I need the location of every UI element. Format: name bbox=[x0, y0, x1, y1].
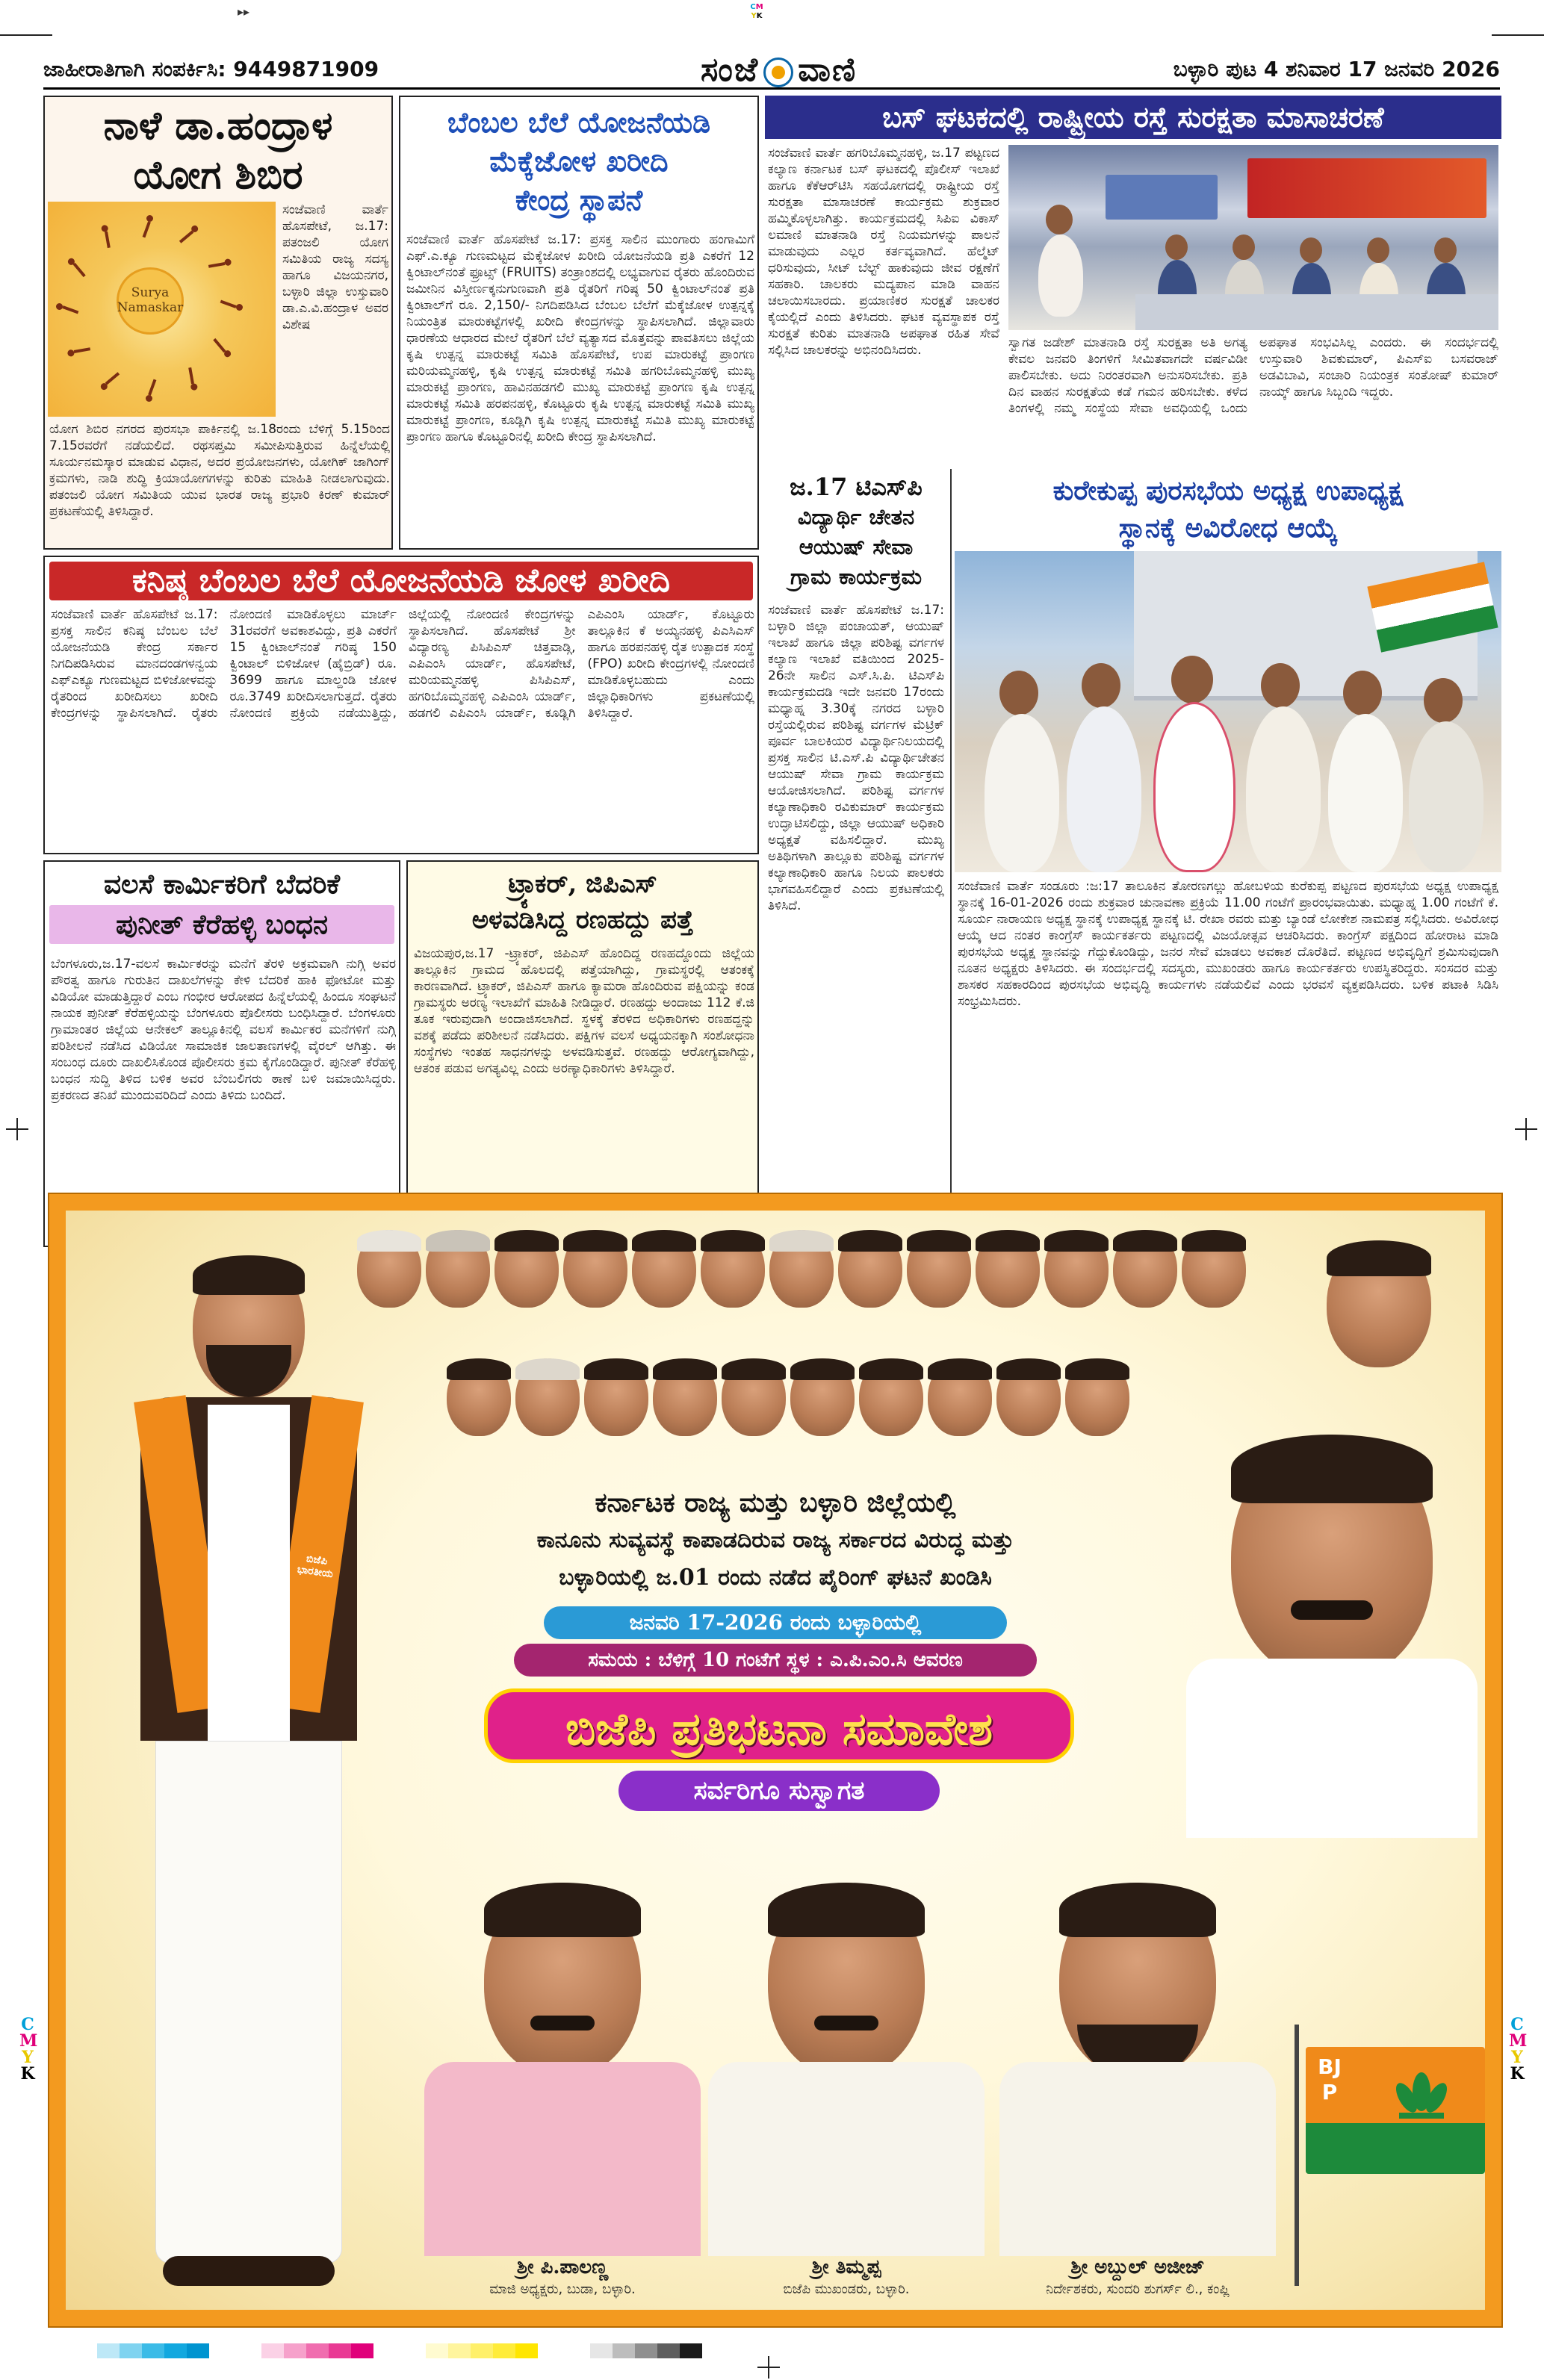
surya-namaskar-label: Surya Namaskar bbox=[117, 285, 184, 315]
lotus-icon bbox=[1388, 2069, 1455, 2122]
yoga-pose-icon bbox=[98, 223, 121, 250]
mustache bbox=[1291, 1600, 1373, 1620]
road-safety-photo bbox=[1008, 145, 1498, 330]
cmyk-mark-right: C M Y K bbox=[1509, 2015, 1528, 2084]
yoga-body: ಯೋಗ ಶಿಬಿರ ನಗರದ ಪುರಸಭಾ ಪಾರ್ಕಿನಲ್ಲಿ ಜ.18ರಂದು ಬೆಳಿಗ್ಗೆ 5.15ರಿಂದ 7.15ರವರೆಗೆ ನಡೆಯಲಿದೆ. ರಥಸಪ್ತಮಿ ಸಮೀಪಿಸುತ್ತಿರುವ ಹಿನ್ನೆಲೆಯಲ್ಲಿ ಸೂರ್ಯನಮಸ್ಕಾರ ಮಾಡುವ ವಿಧಾನ, ಅದರ ಪ್ರಯೋಜನಗಳು, ಯೋಗಿಕ್ ಜಾಗಿಂಗ್ ಕ್ರಮಗಳು, ನಾಡಿ ಶುದ್ಧಿ ಕ್ರಿಯಾಯೋಗಗಳನ್ನು ಕುರಿತು ಮಾಹಿತಿ ನೀಡಲಾಗುವುದು. ಪತಂಜಲಿ ಯೋಗ ಸಮಿತಿಯ ಯುವ ಭಾರತ ರಾಜ್ಯ ಪ್ರಭಾರಿ ಕಿರಣ್ ಕುಮಾರ್ ಪ್ರಕಟಣೆಯಲ್ಲಿ ತಿಳಿಸಿದ್ದಾರೆ. bbox=[49, 422, 390, 519]
standing-leader-face bbox=[193, 1255, 305, 1397]
top-arrows: ▸▸ bbox=[238, 4, 250, 19]
yoga-pose-icon bbox=[65, 338, 93, 361]
person-head bbox=[1343, 671, 1382, 715]
ad-time-venue: ಸಮಯ : ಬೆಳಿಗ್ಗೆ 10 ಗಂಟೆಗೆ ಸ್ಥಳ : ಎ.ಪಿ.ಎಂ.ಸಿ ಆವರಣ bbox=[514, 1644, 1037, 1677]
masthead bbox=[43, 51, 1500, 90]
tracker-article bbox=[406, 860, 759, 1247]
leader-portrait bbox=[632, 1230, 696, 1308]
leader-portrait bbox=[494, 1230, 559, 1308]
paper-logo-icon bbox=[763, 58, 793, 87]
person-head bbox=[1082, 663, 1120, 708]
person-head bbox=[1261, 663, 1300, 708]
leader-portrait bbox=[1327, 1240, 1431, 1367]
leader-portrait bbox=[1044, 1230, 1109, 1308]
ad-line-2: ಕಾನೂನು ಸುವ್ಯವಸ್ಥೆ ಕಾಪಾಡದಿರುವ ರಾಜ್ಯ ಸರ್ಕಾರದ ವಿರುದ್ಧ ಮತ್ತು bbox=[536, 1527, 1014, 1553]
leader-portrait bbox=[838, 1230, 902, 1308]
featured-leader-shirt bbox=[1186, 1659, 1478, 1838]
leader-portrait bbox=[996, 1358, 1061, 1436]
registration-cross-right bbox=[1515, 1118, 1537, 1140]
leader-portrait bbox=[701, 1230, 765, 1308]
beard bbox=[206, 1345, 291, 1397]
leader-abdul-aziz-shirt bbox=[999, 2062, 1276, 2256]
jowar-article bbox=[43, 556, 759, 854]
cmyk-mark-top: CM YK bbox=[750, 3, 763, 20]
leader-portrait bbox=[515, 1358, 580, 1436]
yoga-pose-icon bbox=[56, 301, 81, 313]
cmyk-mark-left: C M Y K bbox=[19, 2015, 38, 2084]
registration-cross-bottom bbox=[757, 2356, 780, 2379]
bjp-protest-advertisement bbox=[48, 1193, 1503, 2328]
yoga-pose-icon bbox=[179, 364, 202, 392]
bjp-flag-text: BJP bbox=[1318, 2054, 1342, 2104]
ad-line-1: ಕರ್ನಾಟಕ ರಾಜ್ಯ ಮತ್ತು ಬಳ್ಳಾರಿ ಜಿಲ್ಲೆಯಲ್ಲಿ bbox=[595, 1487, 956, 1518]
person-head bbox=[1367, 237, 1389, 263]
ad-line-3: ಬಳ್ಳಾರಿಯಲ್ಲಿ ಜ.01 ರಂದು ನಡೆದ ಪೈರಿಂಗ್ ಘಟನೆ ಖಂಡಿಸಿ bbox=[559, 1565, 992, 1591]
leader-thimmappa-shirt bbox=[708, 2062, 985, 2256]
jowar-headline: ಕನಿಷ್ಠ ಬೆಂಬಲ ಬೆಲೆ ಯೋಜನೆಯಡಿ ಜೋಳ ಖರೀದಿ bbox=[49, 562, 753, 600]
standing-leader-shirt bbox=[208, 1405, 290, 1741]
yoga-pose-icon bbox=[217, 301, 243, 313]
leader-portrait bbox=[563, 1230, 627, 1308]
color-bar-magenta bbox=[261, 2343, 373, 2358]
ad-welcome: ಸರ್ವರಿಗೂ ಸುಸ್ವಾಗತ bbox=[618, 1771, 940, 1811]
mustache bbox=[814, 2016, 878, 2031]
person-head bbox=[1171, 656, 1213, 703]
standing-leader-trousers bbox=[155, 1741, 342, 2264]
leader-palanna-role: ಮಾಜಿ ಅಧ್ಯಕ್ಷರು, ಬುಡಾ, ಬಳ್ಳಾರಿ. bbox=[489, 2281, 636, 2297]
kurekuppa-article bbox=[955, 469, 1501, 1250]
event-banner bbox=[1106, 175, 1218, 220]
supporter bbox=[985, 714, 1059, 872]
yoga-headline: ನಾಳೆ ಡಾ.ಹಂದ್ರಾಳ ಯೋಗ ಶಿಬಿರ bbox=[103, 103, 333, 198]
tracker-headline: ಟ್ರ್ಯಾಕರ್, ಜಿಪಿಎಸ್ ಅಳವಡಿಸಿದ್ದ ರಣಹದ್ದು ಪತ್ತೆ bbox=[471, 869, 694, 935]
leader-portrait bbox=[928, 1358, 992, 1436]
featured-leader-face bbox=[1231, 1435, 1433, 1681]
kurekuppa-body: ಸಂಜೆವಾಣಿ ವಾರ್ತೆ ಸಂಡೂರು :ಜ:17 ತಾಲೂಕಿನ ತೋರಣಗಲ್ಲು ಹೋಬಳಿಯ ಕುರೆಕುಪ್ಪ ಪಟ್ಟಣದ ಪುರಸಭೆಯ ಅಧ್ಯಕ್ಷ ಉಪಾಧ್ಯಕ್ಷ ಸ್ಥಾನಕ್ಕೆ 16-01-2026 ರಂದು ಶುಕ್ರವಾರ ಚುನಾವಣಾ ಪ್ರಕ್ರಿಯೆ 11.00 ಗಂಟೆಗೆ ಪ್ರಾರಂಭವಾಯಿತು. ಮಧ್ಯಾಹ್ನ 1.00 ಗಂಟೆಗೆ ಕೆ. ಸೂರ್ಯ ನಾರಾಯಣ ಅಧ್ಯಕ್ಷ ಸ್ಥಾನಕ್ಕೆ ಉಪಾಧ್ಯಕ್ಷ ಸ್ಥಾನಕ್ಕೆ ಟಿ. ರೇಖಾ ರವರು ಮತ್ತು ಬ್ಯಾಂಡೆ ಲೋಕೇಶ ನಾಮಪತ್ರ ಸಲ್ಲಿಸಿದರು. ಅವಿರೋಧ ಆಯ್ಕೆ ಆದ ನಂತರ ಕಾಂಗ್ರೆಸ್ ಕಾರ್ಯಕರ್ತರು ಪಟ್ಟಣದಲ್ಲಿ ವಿಜಯೋತ್ಸವ ಆಚರಿಸಿದರು. ಕಾಂಗ್ರೆಸ್ ಪಕ್ಷದಿಂದ ಹೋರಾಟ ಮಾಡಿ ಪುರಸಭೆಯ ಅಧ್ಯಕ್ಷ ಸ್ಥಾನವನ್ನು ಗೆದ್ದುಕೊಂಡಿದ್ದು, ಜನರ ಸೇವೆ ಮಾಡಲು ಅವಕಾಶ ದೊರೆತಿದೆ. ಪಟ್ಟಣದ ಅಭಿವೃದ್ಧಿಗೆ ಶ್ರಮಿಸುವುದಾಗಿ ನೂತನ ಅಧ್ಯಕ್ಷರು ತಿಳಿಸಿದರು. ಈ ಸಂದರ್ಭದಲ್ಲಿ ಸದಸ್ಯರು, ಮುಖಂಡರು ಹಾಗೂ ಕಾರ್ಯಕರ್ತರು ಉಪಸ್ಥಿತರಿದ್ದರು. ಸಂಸದರ ಮತ್ತು ಶಾಸಕರ ಸಹಕಾರದಿಂದ ಪುರಸಭೆಯ ಅಭಿವೃದ್ಧಿ ಕಾರ್ಯಗಳು ನಡೆಯಲಿವೆ ಎಂದು ಭರವಸೆ ವ್ಯಕ್ತಪಡಿಸಿದರು. ಬಳಿಕ ಪಟಾಕಿ ಸಿಡಿಸಿ ಸಂಭ್ರಮಿಸಿದರು. bbox=[958, 879, 1498, 1009]
top-trim-line-left bbox=[0, 34, 52, 36]
leader-palanna-face bbox=[484, 1883, 641, 2077]
maize-body: ಸಂಜೆವಾಣಿ ವಾರ್ತೆ ಹೊಸಪೇಟೆ ಜ.17: ಪ್ರಸಕ್ತ ಸಾಲಿನ ಮುಂಗಾರು ಹಂಗಾಮಿಗೆ ಎಫ್.ಎ.ಕ್ಯೂ ಗುಣಮಟ್ಟದ ಮೆಕ್ಕೆಜೋಳ ಖರೀದಿ ಯೋಜನೆಯಡಿ ಪ್ರತಿ ಎಕರೆಗೆ 12 ಕ್ವಿಂಟಾಲ್‌ನಂತೆ ಫ್ರೂಟ್ಸ್ (FRUITS) ತಂತ್ರಾಂಶದಲ್ಲಿ ಲಭ್ಯವಾಗುವ ರೈತರು ಹೊಂದಿರುವ ಜಮೀನಿನ ವಿಸ್ತೀರ್ಣಕ್ಕನುಗುಣವಾಗಿ ಪ್ರತಿ ರೈತರಿಗೆ ಗರಿಷ್ಠ 50 ಕ್ವಿಂಟಾಲ್‌ನಂತೆ ಪ್ರತಿ ಕ್ವಿಂಟಾಲ್‌ಗೆ ರೂ. 2,150/- ನಿಗದಿಪಡಿಸಿದ ಬೆಂಬಲ ಬೆಲೆಗೆ ಮೆಕ್ಕೆಜೋಳ ಉತ್ಪನ್ನಕ್ಕೆ ನಿಯಂತ್ರಿತ ಮಾರುಕಟ್ಟೆಗಳಲ್ಲಿ ಖರೀದಿ ಕೇಂದ್ರಗಳನ್ನು ಸ್ಥಾಪಿಸಲಾಗಿದೆ. ಜಿಲ್ಲಾವಾರು ಧಾರಣೆಯ ಆಧಾರದ ಮೇಲೆ ರೈತರಿಗೆ ಬೆಲೆ ವ್ಯತ್ಯಾಸದ ಮೊತ್ತವನ್ನು ಪಾವತಿಸಲು ಜಿಲ್ಲೆಯ ಕೃಷಿ ಉತ್ಪನ್ನ ಮಾರುಕಟ್ಟೆ ಸಮಿತಿ ಹೊಸಪೇಟೆ, ಉಪ ಮಾರುಕಟ್ಟೆ ಪ್ರಾಂಗಣ ಮರಿಯಮ್ಮನಹಳ್ಳಿ, ಕೃಷಿ ಉತ್ಪನ್ನ ಮಾರುಕಟ್ಟೆ ಸಮಿತಿ ಹಗರಿಬೊಮ್ಮನಹಳ್ಳಿ ಮುಖ್ಯ ಮಾರುಕಟ್ಟೆ ಪ್ರಾಂಗಣ, ಹಾವಿನಹಡಗಲಿ ಮುಖ್ಯ ಮಾರುಕಟ್ಟೆ ಪ್ರಾಂಗಣ ಕೃಷಿ ಉತ್ಪನ್ನ ಮಾರುಕಟ್ಟೆ ಸಮಿತಿ ಹರಪನಹಳ್ಳಿ, ಕೊಟ್ಟೂರು ಕೃಷಿ ಉತ್ಪನ್ನ ಮಾರುಕಟ್ಟೆ ಸಮಿತಿ ಮುಖ್ಯ ಮಾರುಕಟ್ಟೆ ಪ್ರಾಂಗಣ, ಕೂಡ್ಲಿಗಿ ಕೃಷಿ ಉತ್ಪನ್ನ ಮಾರುಕಟ್ಟೆ ಸಮಿತಿ ಮುಖ್ಯ ಮಾರುಕಟ್ಟೆ ಪ್ರಾಂಗಣ ಹಾಗೂ ಕೊಟ್ಟೂರಿನಲ್ಲಿ ಖರೀದಿ ಕೇಂದ್ರ ಸ್ಥಾಪಿಸಲಾಗಿದೆ. bbox=[406, 232, 754, 444]
leader-portrait bbox=[790, 1358, 855, 1436]
supporter bbox=[1067, 706, 1141, 872]
ayush-headline: ಜ.17 ಟಿಎಸ್‌ಪಿ ವಿದ್ಯಾರ್ಥಿ ಚೇತನ ಆಯುಷ್ ಸೇವಾ ಗ್ರಾಮ ಕಾರ್ಯಕ್ರಮ bbox=[790, 473, 923, 589]
yoga-article bbox=[43, 96, 393, 550]
migrant-threat-headline-line2: ಪುನೀತ್ ಕೆರೆಹಳ್ಳಿ ಬಂಧನ bbox=[49, 905, 394, 944]
supporter bbox=[1246, 706, 1321, 872]
maize-headline: ಬೆಂಬಲ ಬೆಲೆ ಯೋಜನೆಯಡಿ ಮೆಕ್ಕೆಜೋಳ ಖರೀದಿ ಕೇಂದ್ರ ಸ್ಥಾಪನೆ bbox=[447, 105, 711, 217]
yoga-pose-icon bbox=[205, 338, 233, 361]
migrant-threat-body: ಬೆಂಗಳೂರು,ಜ.17-ವಲಸೆ ಕಾರ್ಮಿಕರನ್ನು ಮನೆಗೆ ತೆರಳಿ ಅಕ್ರಮವಾಗಿ ನುಗ್ಗಿ ಅವರ ಪೌರತ್ವ ಹಾಗೂ ಗುರುತಿನ ದಾಖಲೆಗಳನ್ನು ಕೇಳಿ ಬೆದರಿಕೆ ಹಾಕಿ ಫೋಟೋ ಮತ್ತು ವಿಡಿಯೋ ಮಾಡುತ್ತಿದ್ದಾರೆ ಎಂಬ ಗಂಭೀರ ಆರೋಪದ ಹಿನ್ನೆಲೆಯಲ್ಲಿ ಹಿಂದೂ ಸಂಘಟನೆ ನಾಯಕ ಪುನೀತ್ ಕೆರೆಹಳ್ಳಿಯನ್ನು ಬೆಂಗಳೂರು ಪೊಲೀಸರು ಬಂಧಿಸಿದ್ದಾರೆ. ಬೆಂಗಳೂರು ಗ್ರಾಮಾಂತರ ಜಿಲ್ಲೆಯ ಆನೇಕಲ್ ತಾಲ್ಲೂಕಿನಲ್ಲಿ ವಲಸೆ ಕಾರ್ಮಿಕರ ಮನೆಗಳಿಗೆ ನುಗ್ಗಿ ಪರಿಶೀಲನೆ ನಡೆಸಿದ ವಿಡಿಯೋ ಸಾಮಾಜಿಕ ಜಾಲತಾಣಗಳಲ್ಲಿ ವೈರಲ್ ಆಗಿತ್ತು. ಈ ಸಂಬಂಧ ದೂರು ದಾಖಲಿಸಿಕೊಂಡ ಪೊಲೀಸರು ಕ್ರಮ ಕೈಗೊಂಡಿದ್ದಾರೆ. ಪುನೀತ್ ಕೆರೆಹಳ್ಳಿ ಬಂಧನ ಸುದ್ದಿ ತಿಳಿದ ಬಳಿಕ ಅವರ ಬೆಂಬಲಿಗರು ಠಾಣೆ ಬಳಿ ಜಮಾಯಿಸಿದ್ದರು. ಪ್ರಕರಣದ ತನಿಖೆ ಮುಂದುವರಿದಿದೆ ಎಂದು ತಿಳಿದು ಬಂದಿದೆ. bbox=[51, 957, 396, 1103]
road-safety-article bbox=[765, 96, 1501, 469]
leader-portrait bbox=[426, 1230, 490, 1308]
person-head bbox=[999, 671, 1038, 715]
leader-thimmappa-role: ಬಿಜೆಪಿ ಮುಖಂಡರು, ಬಳ್ಳಾರಿ. bbox=[783, 2281, 910, 2297]
supporter bbox=[1328, 714, 1403, 872]
event-banner bbox=[1247, 158, 1486, 218]
yoga-pose-icon bbox=[205, 255, 233, 279]
date-line: ಬಳ್ಳಾರಿ ಪುಟ 4 ಶನಿವಾರ 17 ಜನವರಿ 2026 bbox=[1173, 57, 1500, 81]
migrant-threat-article bbox=[43, 860, 400, 1247]
surya-namaskar-image bbox=[48, 202, 276, 417]
ayush-body: ಸಂಜೆವಾಣಿ ವಾರ್ತೆ ಹೊಸಪೇಟೆ ಜ.17: ಬಳ್ಳಾರಿ ಜಿಲ್ಲಾ ಪಂಚಾಯತ್, ಆಯುಷ್ ಇಲಾಖೆ ಹಾಗೂ ಜಿಲ್ಲಾ ಪರಿಶಿಷ್ಟ ವರ್ಗಗಳ ಕಲ್ಯಾಣ ಇಲಾಖೆ ವತಿಯಿಂದ 2025-26ನೇ ಸಾಲಿನ ಎಸ್.ಸಿ.ಪಿ. ಟಿಎಸ್‌ಪಿ ಕಾರ್ಯಕ್ರಮದಡಿ ಇದೇ ಜನವರಿ 17ರಂದು ಮಧ್ಯಾಹ್ನ 3.30ಕ್ಕೆ ನಗರದ ಬಳ್ಳಾರಿ ರಸ್ತೆಯಲ್ಲಿರುವ ಪರಿಶಿಷ್ಟ ವರ್ಗಗಳ ಮೆಟ್ರಿಕ್ ಪೂರ್ವ ಬಾಲಕಿಯರ ವಿದ್ಯಾರ್ಥಿನಿಲಯದಲ್ಲಿ ಪ್ರಸಕ್ತ ಸಾಲಿನ ಟಿ.ಎಸ್.ಪಿ ವಿದ್ಯಾರ್ಥಿಚೇತನ ಆಯುಷ್ ಸೇವಾ ಗ್ರಾಮ ಕಾರ್ಯಕ್ರಮ ಆಯೋಜಿಸಲಾಗಿದೆ. ಪರಿಶಿಷ್ಟ ವರ್ಗಗಳ ಕಲ್ಯಾಣಾಧಿಕಾರಿ ರವಿಕುಮಾರ್ ಕಾರ್ಯಕ್ರಮ ಉದ್ಘಾಟಿಸಲಿದ್ದು, ಜಿಲ್ಲಾ ಆಯುಷ್ ಅಧಿಕಾರಿ ಅಧ್ಯಕ್ಷತೆ ವಹಿಸಲಿದ್ದಾರೆ. ಮುಖ್ಯ ಅತಿಥಿಗಳಾಗಿ ತಾಲ್ಲೂಕು ಪರಿಶಿಷ್ಟ ವರ್ಗಗಳ ಕಲ್ಯಾಣಾಧಿಕಾರಿ ಹಾಗೂ ನಿಲಯ ಪಾಲಕರು ಭಾಗವಹಿಸಲಿದ್ದಾರೆ ಎಂದು ಪ್ರಕಟಣೆಯಲ್ಲಿ ತಿಳಿಸಿದೆ. bbox=[768, 603, 944, 913]
top-trim-line-right bbox=[1492, 34, 1544, 36]
mustache bbox=[530, 2016, 595, 2031]
standing-leader-shoes bbox=[163, 2256, 335, 2286]
yoga-pose-icon bbox=[98, 364, 121, 392]
leader-thimmappa-name: ಶ್ರೀ ತಿಮ್ಮಪ್ಪ bbox=[811, 2256, 881, 2278]
person-head bbox=[1233, 234, 1255, 260]
leader-abdul-aziz-role: ನಿರ್ದೇಶಕರು, ಸುಂದರಿ ಶುಗರ್ಸ್ ಲಿ., ಕಂಪ್ಲಿ bbox=[1046, 2281, 1230, 2297]
column-rule bbox=[950, 469, 952, 1250]
leader-abdul-aziz-name: ಶ್ರೀ ಅಬ್ದುಲ್ ಅಜೀಜ್ bbox=[1070, 2256, 1205, 2278]
person-head bbox=[1424, 678, 1463, 723]
flag-pole bbox=[1295, 2025, 1299, 2286]
person-head bbox=[1434, 237, 1457, 263]
leader-portrait bbox=[357, 1230, 421, 1308]
leader-palanna-shirt bbox=[424, 2062, 701, 2256]
color-bar-black bbox=[590, 2343, 702, 2358]
leader-portrait bbox=[907, 1230, 971, 1308]
paper-name: ಸಂಜೆ ವಾಣಿ bbox=[701, 51, 858, 89]
tracker-body: ವಿಜಯಪುರ,ಜ.17 -ಟ್ರ್ಯಾಕರ್, ಜಿಪಿಎಸ್ ಹೊಂದಿದ್ದ ರಣಹದ್ದೊಂದು ಜಿಲ್ಲೆಯ ತಾಲ್ಲೂಕಿನ ಗ್ರಾಮದ ಹೊಲದಲ್ಲಿ ಪತ್ತೆಯಾಗಿದ್ದು, ಗ್ರಾಮಸ್ಥರಲ್ಲಿ ಆತಂಕಕ್ಕೆ ಕಾರಣವಾಗಿದೆ. ಟ್ರ್ಯಾಕರ್, ಜಿಪಿಎಸ್ ಹಾಗೂ ಕ್ಯಾಮರಾ ಹೊಂದಿರುವ ಪಕ್ಷಿಯನ್ನು ಕಂಡ ಗ್ರಾಮಸ್ಥರು ಅರಣ್ಯ ಇಲಾಖೆಗೆ ಮಾಹಿತಿ ನೀಡಿದ್ದಾರೆ. ರಣಹದ್ದು ಅಂದಾಜು 112 ಕೆ.ಜಿ ತೂಕ ಇರುವುದಾಗಿ ಅಂದಾಜಿಸಲಾಗಿದೆ. ಸ್ಥಳಕ್ಕೆ ತೆರಳಿದ ಅಧಿಕಾರಿಗಳು ರಣಹದ್ದನ್ನು ವಶಕ್ಕೆ ಪಡೆದು ಪರಿಶೀಲನೆ ನಡೆಸಿದರು. ಪಕ್ಷಿಗಳ ವಲಸೆ ಅಧ್ಯಯನಕ್ಕಾಗಿ ಸಂಶೋಧನಾ ಸಂಸ್ಥೆಗಳು ಇಂತಹ ಸಾಧನಗಳನ್ನು ಅಳವಡಿಸುತ್ತವೆ. ರಣಹದ್ದು ಆರೋಗ್ಯವಾಗಿದ್ದು, ಆತಂಕ ಪಡುವ ಅಗತ್ಯವಿಲ್ಲ ಎಂದು ಅರಣ್ಯಾಧಿಕಾರಿಗಳು ತಿಳಿಸಿದ್ದಾರೆ. bbox=[414, 946, 754, 1076]
person-head bbox=[1165, 234, 1188, 260]
leader-portrait bbox=[584, 1358, 648, 1436]
person-head bbox=[1300, 237, 1322, 263]
speaker bbox=[1038, 234, 1083, 317]
person-head bbox=[1046, 205, 1073, 234]
color-bar-cyan bbox=[97, 2343, 209, 2358]
ad-title: ಬಿಜೆಪಿ ಪ್ರತಿಭಟನಾ ಸಮಾವೇಶ bbox=[484, 1688, 1074, 1763]
yoga-pose-icon bbox=[65, 255, 93, 279]
table bbox=[1135, 294, 1498, 330]
yoga-pose-icon bbox=[179, 223, 202, 250]
kurekuppa-photo bbox=[955, 551, 1501, 872]
leader-portrait bbox=[653, 1358, 717, 1436]
road-safety-body-left: ಸಂಜೆವಾಣಿ ವಾರ್ತೆ ಹಗರಿಬೊಮ್ಮನಹಳ್ಳಿ, ಜ.17 ಪಟ್ಟಣದ ಕಲ್ಯಾಣ ಕರ್ನಾಟಕ ಬಸ್ ಘಟಕದಲ್ಲಿ ಪೊಲೀಸ್ ಇಲಾಖೆ ಹಾಗೂ ಕೆಕೆಆರ್‌ಟಿಸಿ ಸಹಯೋಗದಲ್ಲಿ ರಾಷ್ಟ್ರೀಯ ರಸ್ತೆ ಸುರಕ್ಷತಾ ಮಾಸಾಚರಣೆ ಕಾರ್ಯಕ್ರಮ ಶುಕ್ರವಾರ ಹಮ್ಮಿಕೊಳ್ಳಲಾಗಿತ್ತು. ಕಾರ್ಯಕ್ರಮದಲ್ಲಿ ಸಿಪಿಐ ವಿಕಾಸ್ ಲಮಾಣಿ ಮಾತನಾಡಿ ರಸ್ತೆ ನಿಯಮಗಳನ್ನು ಪಾಲನೆ ಮಾಡುವುದು ಎಲ್ಲರ ಕರ್ತವ್ಯವಾಗಿದೆ. ಹೆಲ್ಮೆಟ್ ಧರಿಸುವುದು, ಸೀಟ್ ಬೆಲ್ಟ್ ಹಾಕುವುದು ಜೀವ ರಕ್ಷಣೆಗೆ ಸಹಕಾರಿ. ಚಾಲಕರು ಮದ್ಯಪಾನ ಮಾಡಿ ವಾಹನ ಚಲಾಯಿಸಬಾರದು. ಪ್ರಯಾಣಿಕರ ಸುರಕ್ಷತೆ ಚಾಲಕರ ಕೈಯಲ್ಲಿದೆ ಎಂದು ತಿಳಿಸಿದರು. ಘಟಕ ವ್ಯವಸ್ಥಾಪಕ ರಸ್ತೆ ಸುರಕ್ಷತೆ ಕುರಿತು ಮಾತನಾಡಿ ಅಪಘಾತ ರಹಿತ ಸೇವೆ ಸಲ್ಲಿಸಿದ ಚಾಲಕರನ್ನು ಅಭಿನಂದಿಸಿದರು. bbox=[768, 146, 999, 358]
ad-background bbox=[66, 1211, 1485, 2310]
registration-cross-left bbox=[6, 1118, 28, 1140]
ad-date-banner: ಜನವರಿ 17-2026 ರಂದು ಬಳ್ಳಾರಿಯಲ್ಲಿ bbox=[544, 1606, 1007, 1639]
migrant-threat-headline-line1: ವಲಸೆ ಕಾರ್ಮಿಕರಿಗೆ ಬೆದರಿಕೆ bbox=[103, 869, 341, 900]
leader-portrait bbox=[859, 1358, 923, 1436]
sash-text: ಬಿಜೆಪಿ ಭಾರತೀಯ bbox=[296, 1553, 334, 1581]
kurekuppa-headline: ಕುರೇಕುಪ್ಪ ಪುರಸಭೆಯ ಅಧ್ಯಕ್ಷ ಉಪಾಧ್ಯಕ್ಷ ಸ್ಥಾನಕ್ಕೆ ಅವಿರೋಧ ಆಯ್ಕೆ bbox=[1052, 475, 1404, 544]
leader-abdul-aziz-face bbox=[1059, 1883, 1216, 2077]
maize-article bbox=[399, 96, 759, 550]
yoga-side-text: ಸಂಜೆವಾಣಿ ವಾರ್ತೆ ಹೊಸಪೇಟೆ, ಜ.17: ಪತಂಜಲಿ ಯೋಗ ಸಮಿತಿಯ ರಾಜ್ಯ ಸದಸ್ಯ ಹಾಗೂ ವಿಜಯನಗರ, ಬಳ್ಳಾರಿ ಜಿಲ್ಲಾ ಉಸ್ತುವಾರಿ ಡಾ.ಎ.ವಿ.ಹಂದ್ರಾಳ ಅವರ ವಿಶೇಷ bbox=[282, 202, 388, 332]
leader-portrait bbox=[769, 1230, 834, 1308]
jowar-body: ಸಂಜೆವಾಣಿ ವಾರ್ತೆ ಹೊಸಪೇಟೆ ಜ.17: ಪ್ರಸಕ್ತ ಸಾಲಿನ ಕನಿಷ್ಠ ಬೆಂಬಲ ಬೆಲೆ ಯೋಜನೆಯಡಿ ಕೇಂದ್ರ ಸರ್ಕಾರ ನಿಗದಿಪಡಿಸಿರುವ ಮಾನದಂಡಗಳನ್ವಯ ಎಫ್‌ಎಕ್ಯೂ ಗುಣಮಟ್ಟದ ಬಿಳಿಜೋಳವನ್ನು ರೈತರಿಂದ ಖರೀದಿಸಲು ಖರೀದಿ ಕೇಂದ್ರಗಳನ್ನು ಸ್ಥಾಪಿಸಲಾಗಿದೆ. ರೈತರು ನೋಂದಣಿ ಮಾಡಿಕೊಳ್ಳಲು ಮಾರ್ಚ್ 31ರವರೆಗೆ ಅವಕಾಶವಿದ್ದು, ಪ್ರತಿ ಎಕರೆಗೆ 15 ಕ್ವಿಂಟಾಲ್‌ನಂತೆ ಗರಿಷ್ಠ 150 ಕ್ವಿಂಟಾಲ್ ಬಿಳಿಜೋಳ (ಹೈಬ್ರಿಡ್) ರೂ. 3699 ಹಾಗೂ ಮಾಲ್ದಂಡಿ ಜೋಳ ರೂ.3749 ಖರೀದಿಸಲಾಗುತ್ತದೆ. ರೈತರು ನೋಂದಣಿ ಪ್ರಕ್ರಿಯೆ ನಡೆಯುತ್ತಿದ್ದು, ಜಿಲ್ಲೆಯಲ್ಲಿ ನೋಂದಣಿ ಕೇಂದ್ರಗಳನ್ನು ಸ್ಥಾಪಿಸಲಾಗಿದೆ. ಹೊಸಪೇಟೆ ಶ್ರೀ ವಿದ್ಯಾರಣ್ಯ ಪಿಸಿಪಿಎಸ್ ಚಿತ್ತವಾಡ್ಗಿ, ಎಪಿಎಂಸಿ ಯಾರ್ಡ್, ಹೊಸಪೇಟೆ, ಮರಿಯಮ್ಮನಹಳ್ಳಿ ಪಿಸಿಪಿಎಸ್, ಹಗರಿಬೊಮ್ಮನಹಳ್ಳಿ ಎಪಿಎಂಸಿ ಯಾರ್ಡ್, ಹಡಗಲಿ ಎಪಿಎಂಸಿ ಯಾರ್ಡ್, ಕೂಡ್ಲಿಗಿ ಎಪಿಎಂಸಿ ಯಾರ್ಡ್, ಕೊಟ್ಟೂರು ತಾಲ್ಲೂಕಿನ ಕೆ ಅಯ್ಯನಹಳ್ಳಿ ಪಿಎಸಿಎಸ್ ಹಾಗೂ ಹರಪನಹಳ್ಳಿ ರೈತ ಉತ್ಪಾದಕ ಸಂಸ್ಥೆ (FPO) ಖರೀದಿ ಕೇಂದ್ರಗಳಲ್ಲಿ ನೋಂದಣಿ ಮಾಡಿಕೊಳ್ಳಬಹುದು ಎಂದು ಜಿಲ್ಲಾಧಿಕಾರಿಗಳು ಪ್ರಕಟಣೆಯಲ್ಲಿ ತಿಳಿಸಿದ್ದಾರೆ. bbox=[51, 607, 754, 721]
leader-portrait bbox=[1113, 1230, 1177, 1308]
ayush-article bbox=[765, 469, 947, 1250]
yoga-pose-icon bbox=[143, 376, 155, 402]
leader-portrait bbox=[976, 1230, 1040, 1308]
leader-portrait bbox=[1182, 1230, 1246, 1308]
leader-portrait bbox=[1065, 1358, 1129, 1436]
supporter bbox=[1409, 721, 1483, 872]
road-safety-headline: ಬಸ್ ಘಟಕದಲ್ಲಿ ರಾಷ್ಟ್ರೀಯ ರಸ್ತೆ ಸುರಕ್ಷತಾ ಮಾಸಾಚರಣೆ bbox=[765, 96, 1501, 139]
elected-president bbox=[1153, 702, 1235, 872]
leader-portrait bbox=[447, 1358, 511, 1436]
color-bar-yellow bbox=[426, 2343, 538, 2358]
advertising-contact: ಜಾಹೀರಾತಿಗಾಗಿ ಸಂಪರ್ಕಿಸಿ: 9449871909 bbox=[43, 57, 379, 81]
leader-portrait bbox=[722, 1358, 786, 1436]
leader-palanna-name: ಶ್ರೀ ಪಿ.ಪಾಲಣ್ಣ bbox=[516, 2256, 609, 2278]
leader-thimmappa-face bbox=[768, 1883, 925, 2077]
yoga-pose-icon bbox=[143, 215, 155, 240]
road-safety-body-right: ಸ್ವಾಗತ ಜಡೇಶ್ ಮಾತನಾಡಿ ರಸ್ತೆ ಸುರಕ್ಷತಾ ಅತಿ ಅಗತ್ಯ ಕೇವಲ ಜನವರಿ ತಿಂಗಳಿಗೆ ಸೀಮಿತವಾಗದೇ ವರ್ಷವಿಡೀ ಪಾಲಿಸಬೇಕು. ಅದು ನಿರಂತರವಾಗಿ ಅನುಸರಿಸಬೇಕು. ಪ್ರತಿ ದಿನ ವಾಹನ ಸುರಕ್ಷತೆಯ ಕಡೆ ಗಮನ ಹರಿಸಬೇಕು. ಕಳೆದ ತಿಂಗಳಲ್ಲಿ ನಮ್ಮ ಸಂಸ್ಥೆಯ ಸೇವಾ ಅವಧಿಯಲ್ಲಿ ಒಂದು ಅಪಘಾತ ಸಂಭವಿಸಿಲ್ಲ ಎಂದರು. ಈ ಸಂದರ್ಭದಲ್ಲಿ ಉಸ್ತುವಾರಿ ಶಿವಕುಮಾರ್, ಪಿಎಸ್‌ಐ ಬಸವರಾಜ್ ಅಡವಿಬಾವಿ, ಸಂಚಾರಿ ನಿಯಂತ್ರಕ ಸಂತೋಷ್ ಕುಮಾರ್ ನಾಯ್ಕ್ ಹಾಗೂ ಸಿಬ್ಬಂದಿ ಇದ್ದರು. bbox=[1008, 335, 1498, 416]
